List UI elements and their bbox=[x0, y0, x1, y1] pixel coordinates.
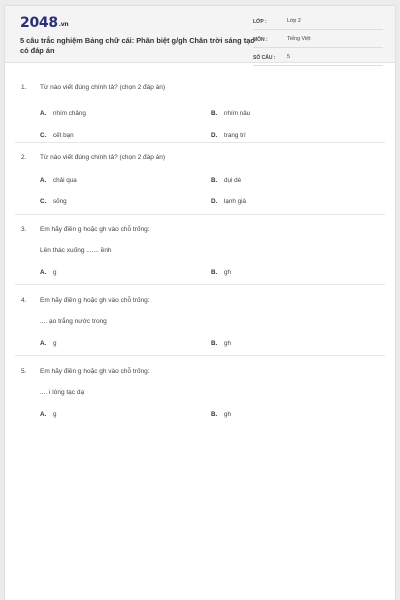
option-a[interactable] bbox=[40, 177, 77, 184]
question-number: 2. bbox=[21, 154, 27, 161]
option-text: g bbox=[53, 269, 57, 276]
option-letter: B. bbox=[211, 411, 218, 418]
worksheet-meta bbox=[253, 16, 383, 70]
option-text: g bbox=[53, 340, 57, 347]
question-text: Từ nào viết đúng chính tả? (chọn 2 đáp án) bbox=[40, 154, 166, 161]
option-b[interactable] bbox=[211, 177, 241, 184]
divider bbox=[15, 142, 385, 143]
option-text: gh bbox=[224, 340, 232, 347]
worksheet-header bbox=[5, 6, 395, 63]
question-number: 5. bbox=[21, 368, 27, 375]
question-text: Từ nào viết đúng chính tả? (chọn 2 đáp án) bbox=[40, 84, 166, 91]
option-a[interactable] bbox=[40, 110, 86, 117]
option-text: chải qua bbox=[53, 177, 77, 184]
option-c[interactable] bbox=[40, 198, 67, 205]
question-text: Em hãy điền g hoặc gh vào chỗ trống: bbox=[40, 226, 150, 233]
option-letter: B. bbox=[211, 340, 218, 347]
option-b[interactable] bbox=[211, 411, 231, 418]
meta-value: 5 bbox=[287, 54, 290, 60]
option-text: cết bạn bbox=[53, 132, 74, 139]
option-a[interactable] bbox=[40, 340, 57, 347]
option-a[interactable] bbox=[40, 411, 57, 418]
logo-suffix: .vn bbox=[58, 21, 69, 28]
meta-row-subject bbox=[253, 34, 383, 48]
option-letter: A. bbox=[40, 269, 47, 276]
option-d[interactable] bbox=[211, 132, 246, 139]
divider bbox=[15, 355, 385, 356]
option-letter: B. bbox=[211, 177, 218, 184]
option-a[interactable] bbox=[40, 269, 57, 276]
question-prompt: Lên thác xuống ....... ềnh bbox=[40, 247, 112, 254]
option-b[interactable] bbox=[211, 110, 250, 117]
option-text: trang trí bbox=[224, 132, 246, 139]
option-b[interactable] bbox=[211, 340, 231, 347]
meta-label: MÔN : bbox=[253, 37, 268, 43]
option-text: gh bbox=[224, 411, 232, 418]
option-letter: A. bbox=[40, 177, 47, 184]
option-letter: A. bbox=[40, 411, 47, 418]
question-prompt: .... ạo trắng nước trong bbox=[40, 318, 107, 325]
option-d[interactable] bbox=[211, 198, 246, 205]
worksheet-title: 5 câu trắc nghiệm Bảng chữ cái: Phân biệt g/gh Chân trời sáng tạo có đáp án bbox=[20, 36, 255, 55]
divider bbox=[15, 214, 385, 215]
option-letter: A. bbox=[40, 340, 47, 347]
meta-value: Tiếng Việt bbox=[287, 36, 311, 42]
question-prompt: .... i lòng tạc dạ bbox=[40, 389, 85, 396]
logo-number: 2048 bbox=[20, 15, 58, 31]
meta-value: Lớp 2 bbox=[287, 18, 301, 24]
option-letter: D. bbox=[211, 198, 218, 205]
meta-label: SỐ CÂU : bbox=[253, 55, 276, 61]
option-letter: C. bbox=[40, 132, 47, 139]
option-letter: A. bbox=[40, 110, 47, 117]
option-text: g bbox=[53, 411, 57, 418]
worksheet-page bbox=[5, 6, 395, 600]
option-text: nhím nâu bbox=[224, 110, 251, 117]
meta-label: LỚP : bbox=[253, 19, 267, 25]
question-number: 4. bbox=[21, 297, 27, 304]
question-text: Em hãy điền g hoặc gh vào chỗ trống: bbox=[40, 297, 150, 304]
question-text: Em hãy điền g hoặc gh vào chỗ trống: bbox=[40, 368, 150, 375]
option-letter: D. bbox=[211, 132, 218, 139]
meta-row-count bbox=[253, 52, 383, 66]
option-text: dụi dè bbox=[224, 177, 242, 184]
option-text: sống bbox=[53, 198, 67, 205]
site-logo[interactable] bbox=[20, 15, 68, 31]
option-text: gh bbox=[224, 269, 232, 276]
option-letter: C. bbox=[40, 198, 47, 205]
option-c[interactable] bbox=[40, 132, 74, 139]
question-number: 1. bbox=[21, 84, 27, 91]
divider bbox=[15, 284, 385, 285]
meta-row-class bbox=[253, 16, 383, 30]
option-text: lạnh giá bbox=[224, 198, 247, 205]
option-text: nhím chảng bbox=[53, 110, 86, 117]
option-letter: B. bbox=[211, 110, 218, 117]
option-b[interactable] bbox=[211, 269, 231, 276]
option-letter: B. bbox=[211, 269, 218, 276]
question-number: 3. bbox=[21, 226, 27, 233]
